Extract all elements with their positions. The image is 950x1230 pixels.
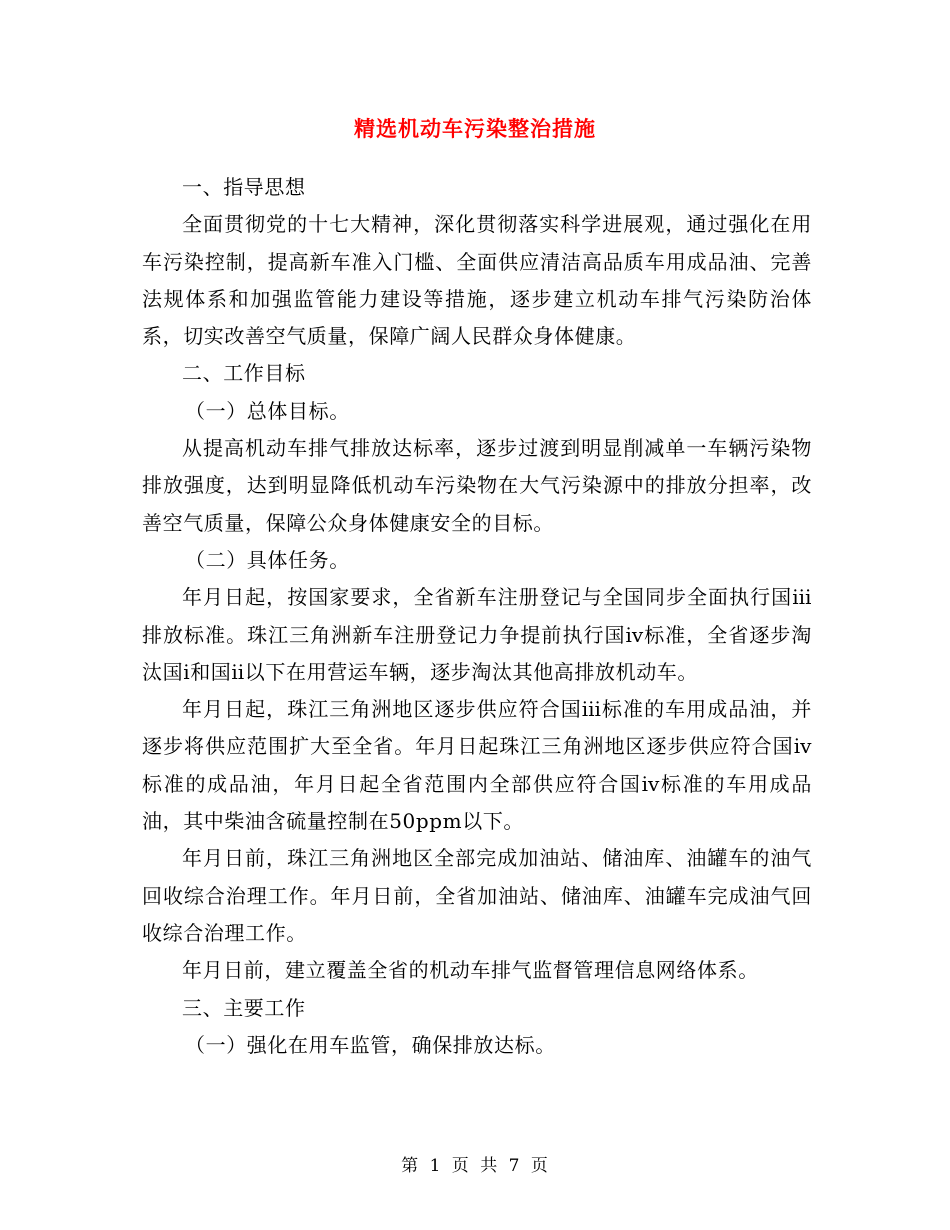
subsection-heading: （一）强化在用车监管，确保排放达标。 (185, 1032, 556, 1057)
paragraph: 年月日前，珠江三角洲地区全部完成加油站、储油库、油罐车的油气回收综合治理工作。年月日前，全省加油站、储油库、油罐车完成油气回收综合治理工作。 (142, 846, 812, 945)
subsection-heading: （二）具体任务。 (185, 547, 350, 572)
paragraph: 年月日起，按国家要求，全省新车注册登记与全国同步全面执行国ⅲ排放标准。珠江三角洲新车注册登记力争提前执行国ⅳ标准，全省逐步淘汰国ⅰ和国ⅱ以下在用营运车辆，逐步淘汰其他高排放机动车。 (142, 585, 812, 684)
document-title: 精选机动车污染整治措施 (354, 116, 596, 141)
document-body (142, 169, 812, 1064)
paragraph: 年月日起，珠江三角洲地区逐步供应符合国ⅲ标准的车用成品油，并逐步将供应范围扩大至全省。年月日起珠江三角洲地区逐步供应符合国ⅳ标准的成品油，年月日起全省范围内全部供应符合国ⅳ标准的车用成品油，其中柴油含硫量控制在50ppm以下。 (142, 697, 812, 834)
section-heading: 一、指导思想 (182, 175, 306, 199)
section-heading: 三、主要工作 (182, 995, 306, 1020)
section-heading: 二、工作目标 (182, 361, 306, 386)
subsection-heading: （一）总体目标。 (185, 398, 350, 423)
paragraph: 全面贯彻党的十七大精神，深化贯彻落实科学进展观，通过强化在用车污染控制，提高新车准入门槛、全面供应清洁高品质车用成品油、完善法规体系和加强监管能力建设等措施，逐步建立机动车排气污染防治体系，切实改善空气质量，保障广阔人民群众身体健康。 (142, 212, 812, 349)
paragraph: 从提高机动车排气排放达标率，逐步过渡到明显削减单一车辆污染物排放强度，达到明显降低机动车污染物在大气污染源中的排放分担率，改善空气质量，保障公众身体健康安全的目标。 (142, 436, 812, 535)
paragraph: 年月日前，建立覆盖全省的机动车排气监督管理信息网络体系。 (182, 958, 759, 983)
page-number-footer: 第 1 页 共 7 页 (401, 1156, 549, 1176)
